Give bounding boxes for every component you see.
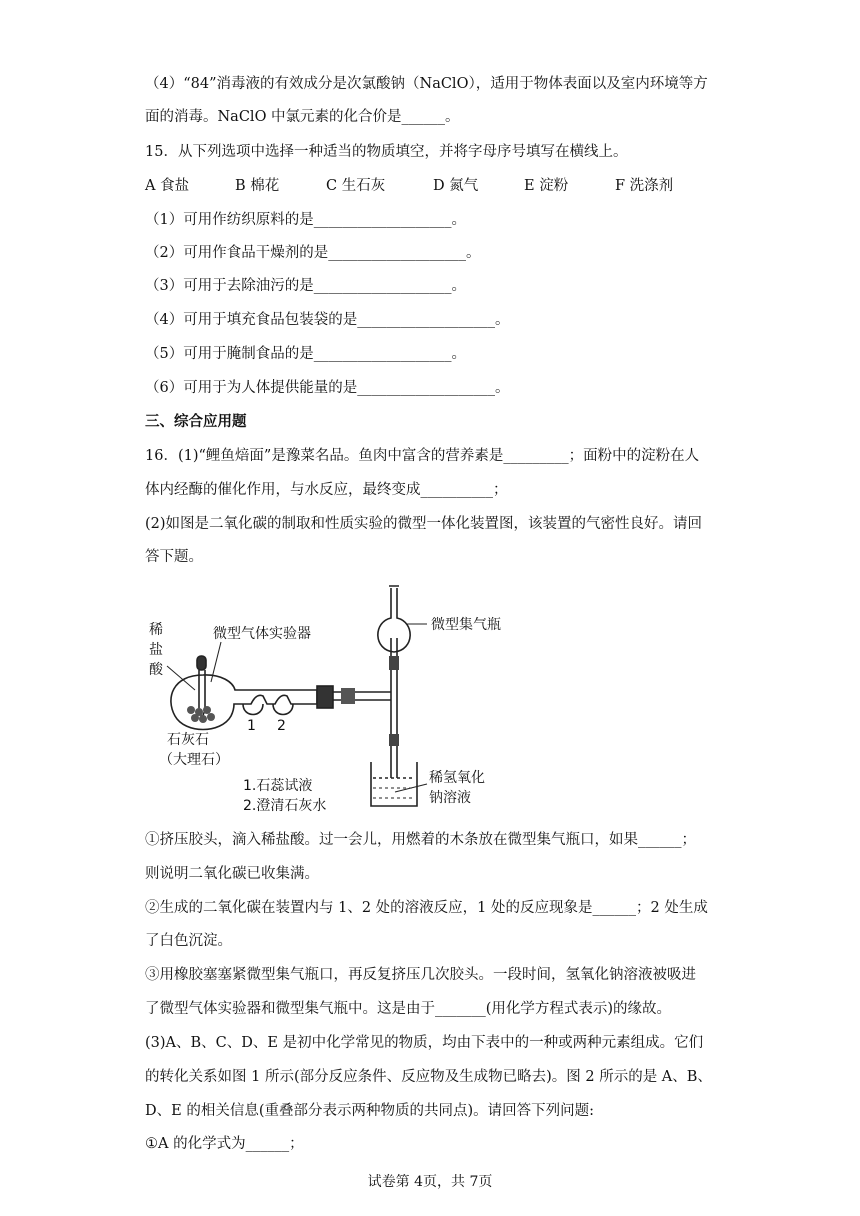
collection-bottle (378, 586, 410, 652)
co2-apparatus-figure (145, 578, 585, 818)
tube-joint (341, 688, 355, 704)
label-device: 微型气体实验器 (213, 626, 311, 642)
q15-sub-1: （1）可用作纺织原料的是___________________。 (145, 212, 466, 228)
q16-p3-line1: (3)A、B、C、D、E 是初中化学常见的物质，均由下表中的一种或两种元素组成。它们 (145, 1035, 704, 1051)
q16-c3-line1: ③用橡胶塞塞紧微型集气瓶口，再反复挤压几次胶头。一段时间，氢氧化钠溶液被吸进 (145, 967, 696, 983)
q16-c1-line1: ①挤压胶头，滴入稀盐酸。过一会儿，用燃着的木条放在微型集气瓶口，如果______； (145, 832, 696, 848)
q16-p3-line3: D、E 的相关信息(重叠部分表示两种物质的共同点)。请回答下列问题: (145, 1103, 595, 1119)
lower-joint (389, 734, 399, 746)
label-naoh-1: 稀氢氧化 (429, 770, 485, 786)
option-d: D 氮气 (433, 178, 479, 194)
option-a: A 食盐 (145, 178, 190, 194)
limestone-pieces (187, 706, 215, 723)
label-1: 1 (247, 718, 256, 734)
q16-line1: 16．(1)“鲤鱼焙面”是豫菜名品。鱼肉中富含的营养素是_________；面粉中的淀粉在人 (145, 448, 700, 464)
q16-c2-line2: 了白色沉淀。 (145, 933, 232, 949)
upper-joint (389, 656, 399, 670)
q16-line4: 答下题。 (145, 549, 203, 565)
page-footer: 试卷第 4页，共 7页 (367, 1174, 493, 1190)
q16-line2: 体内经酶的催化作用，与水反应，最终变成__________； (145, 482, 508, 498)
q15-sub-5: （5）可用于腌制食品的是___________________。 (145, 346, 466, 362)
bulge-2 (273, 704, 293, 715)
label-acid-1: 稀 (149, 622, 163, 638)
legend-litmus: 1.石蕊试液 (243, 778, 313, 794)
q15-sub-2: （2）可用作食品干燥剂的是___________________。 (145, 245, 481, 261)
q14-4-line2: 面的消毒。NaClO 中氯元素的化合价是______。 (145, 109, 460, 125)
q16-c2-line1: ②生成的二氧化碳在装置内与 1、2 处的溶液反应，1 处的反应现象是______；2 处生成 (145, 900, 708, 916)
q16-p3-line4: ①A 的化学式为______； (145, 1136, 304, 1152)
q16-line3: (2)如图是二氧化碳的制取和性质实验的微型一体化装置图，该装置的气密性良好。请回 (145, 516, 703, 532)
beaker (371, 762, 417, 806)
q15-stem: 15．从下列选项中选择一种适当的物质填空，并将字母序号填写在横线上。 (145, 144, 628, 160)
q14-4-line1: （4）“84”消毒液的有效成分是次氯酸钠（NaClO），适用于物体表面以及室内环境等方 (145, 76, 708, 92)
bulge-1 (243, 704, 263, 715)
leader-acid (167, 666, 195, 690)
label-2: 2 (277, 718, 286, 734)
option-f: F 洗涤剂 (615, 178, 674, 194)
dropper-bulb (197, 656, 206, 670)
label-naoh-2: 钠溶液 (429, 790, 471, 806)
q16-c1-line2: 则说明二氧化碳已收集满。 (145, 866, 319, 882)
section-3-heading: 三、综合应用题 (145, 413, 247, 430)
stopper (317, 686, 333, 708)
label-stone: 石灰石 (167, 732, 209, 748)
legend-limewater: 2.澄清石灰水 (243, 798, 327, 814)
q15-sub-3: （3）可用于去除油污的是___________________。 (145, 278, 466, 294)
label-acid-2: 盐 (149, 642, 163, 658)
option-b: B 棉花 (235, 178, 280, 194)
q15-sub-4: （4）可用于填充食品包装袋的是___________________。 (145, 312, 510, 328)
q15-sub-6: （6）可用于为人体提供能量的是___________________。 (145, 380, 510, 396)
q16-p3-line2: 的转化关系如图 1 所示(部分反应条件、反应物及生成物已略去)。图 2 所示的是 A、B、 (145, 1069, 712, 1085)
option-e: E 淀粉 (524, 178, 569, 194)
q16-c3-line2: 了微型气体实验器和微型集气瓶中。这是由于_______(用化学方程式表示)的缘故。 (145, 1001, 672, 1017)
label-marble: （大理石） (159, 752, 229, 768)
beaker-solution-lines (373, 788, 415, 798)
option-c: C 生石灰 (326, 178, 386, 194)
label-acid-3: 酸 (149, 662, 163, 678)
label-bottle: 微型集气瓶 (431, 617, 501, 633)
